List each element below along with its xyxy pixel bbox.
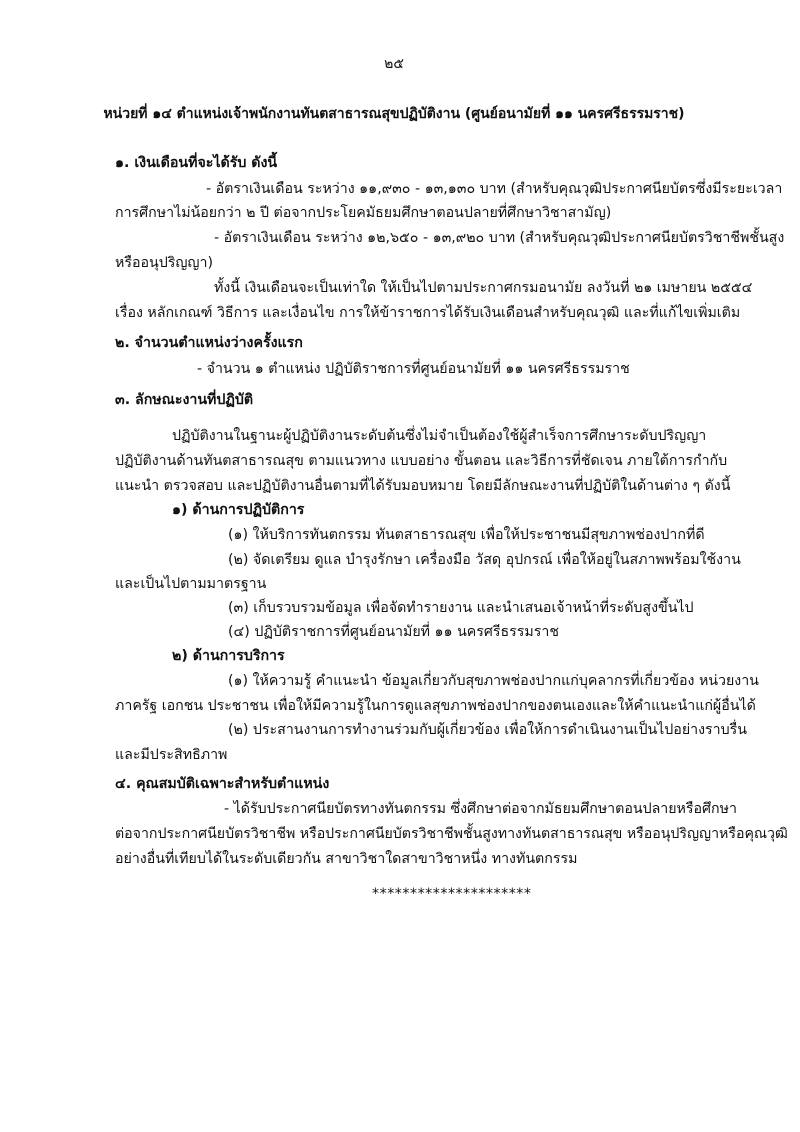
salary-line-5: ทั้งนี้ เงินเดือนจะเป็นเท่าใด ให้เป็นไปตามประกาศกรมอนามัย ลงวันที่ ๒๑ เมษายน ๒๕๕๔ <box>214 280 753 296</box>
section-3-heading: ๓. ลักษณะงานที่ปฏิบัติ <box>115 392 254 408</box>
section-2-heading: ๒. จำนวนตำแหน่งว่างครั้งแรก <box>115 335 303 351</box>
service-item-1: (๑) ให้ความรู้ คำแนะนำ ข้อมูลเกี่ยวกับสุขภาพช่องปากแก่บุคลากรที่เกี่ยวข้อง หน่วยงาน <box>228 673 759 689</box>
duty-paragraph-3: แนะนำ ตรวจสอบ และปฏิบัติงานอื่นตามที่ได้รับมอบหมาย โดยมีลักษณะงานที่ปฏิบัติในด้านต่าง ๆ ดังนี้ <box>115 478 731 494</box>
duty-paragraph-1: ปฏิบัติงานในฐานะผู้ปฏิบัติงานระดับต้นซึ่งไม่จำเป็นต้องใช้ผู้สำเร็จการศึกษาระดับปริญญา <box>172 428 707 444</box>
operations-item-3: (๓) เก็บรวบรวมข้อมูล เพื่อจัดทำรายงาน และนำเสนอเจ้าหน้าที่ระดับสูงขึ้นไป <box>228 600 694 616</box>
qualification-line-3: อย่างอื่นที่เทียบได้ในระดับเดียวกัน สาขาวิชาใดสาขาวิชาหนึ่ง ทางทันตกรรม <box>115 851 578 867</box>
service-item-2: (๒) ประสานงานการทำงานร่วมกับผู้เกี่ยวข้อง เพื่อให้การดำเนินงานเป็นไปอย่างราบรื่น <box>228 722 747 738</box>
salary-line-1: - อัตราเงินเดือน ระหว่าง ๑๑,๙๓๐ - ๑๓,๑๓๐ บาท (สำหรับคุณวุฒิประกาศนียบัตรซึ่งมีระยะเวลา <box>206 181 783 197</box>
qualification-line-2: ต่อจากประกาศนียบัตรวิชาชีพ หรือประกาศนียบัตรวิชาชีพชั้นสูงทางทันตสาธารณสุข หรืออนุปริญญาหรือคุณวุฒิ <box>115 826 788 842</box>
vacancy-line: - จำนวน ๑ ตำแหน่ง ปฏิบัติราชการที่ศูนย์อนามัยที่ ๑๑ นครศรีธรรมราช <box>197 361 630 377</box>
salary-line-3: - อัตราเงินเดือน ระหว่าง ๑๒,๖๕๐ - ๑๓,๙๒๐ บาท (สำหรับคุณวุฒิประกาศนียบัตรวิชาชีพชั้นสูง <box>214 230 785 246</box>
salary-line-2: การศึกษาไม่น้อยกว่า ๒ ปี ต่อจากประโยคมัธยมศึกษาตอนปลายที่ศึกษาวิชาสามัญ) <box>115 205 612 221</box>
end-mark: ********************* <box>372 886 532 902</box>
qualification-line-1: - ได้รับประกาศนียบัตรทางทันตกรรม ซึ่งศึกษาต่อจากมัธยมศึกษาตอนปลายหรือศึกษา <box>224 801 737 817</box>
service-item-1-cont: ภาครัฐ เอกชน ประชาชน เพื่อให้มีความรู้ในการดูแลสุขภาพช่องปากของตนเองและให้คำแนะนำแก่ผู้อื่นได้ <box>115 698 756 714</box>
page-title: หน่วยที่ ๑๔ ตำแหน่งเจ้าพนักงานทันตสาธารณสุขปฏิบัติงาน (ศูนย์อนามัยที่ ๑๑ นครศรีธรรมราช) <box>103 106 685 122</box>
page-number: ๒๕ <box>384 56 404 72</box>
duty-paragraph-2: ปฏิบัติงานด้านทันตสาธารณสุข ตามแนวทาง แบบอย่าง ขั้นตอน และวิธีการที่ชัดเจน ภายใต้การกำกับ <box>115 453 728 469</box>
service-heading: ๒) ด้านการบริการ <box>172 648 285 664</box>
salary-line-6: เรื่อง หลักเกณฑ์ วิธีการ และเงื่อนไข การให้ข้าราชการได้รับเงินเดือนสำหรับคุณวุฒิ และที่แก้ไขเพิ่มเติม <box>115 305 741 321</box>
service-item-2-cont: และมีประสิทธิภาพ <box>115 747 228 763</box>
section-4-heading: ๔. คุณสมบัติเฉพาะสำหรับตำแหน่ง <box>115 776 330 792</box>
section-1-heading: ๑. เงินเดือนที่จะได้รับ ดังนี้ <box>115 155 278 171</box>
operations-item-2-cont: และเป็นไปตามมาตรฐาน <box>115 576 267 592</box>
salary-line-4: หรืออนุปริญญา) <box>115 255 214 271</box>
operations-item-2: (๒) จัดเตรียม ดูแล บำรุงรักษา เครื่องมือ วัสดุ อุปกรณ์ เพื่อให้อยู่ในสภาพพร้อมใช้งาน <box>228 552 741 568</box>
operations-heading: ๑) ด้านการปฏิบัติการ <box>172 502 305 518</box>
operations-item-1: (๑) ให้บริการทันตกรรม ทันตสาธารณสุข เพื่อให้ประชาชนมีสุขภาพช่องปากที่ดี <box>228 527 705 543</box>
operations-item-4: (๔) ปฏิบัติราชการที่ศูนย์อนามัยที่ ๑๑ นครศรีธรรมราช <box>228 624 559 640</box>
